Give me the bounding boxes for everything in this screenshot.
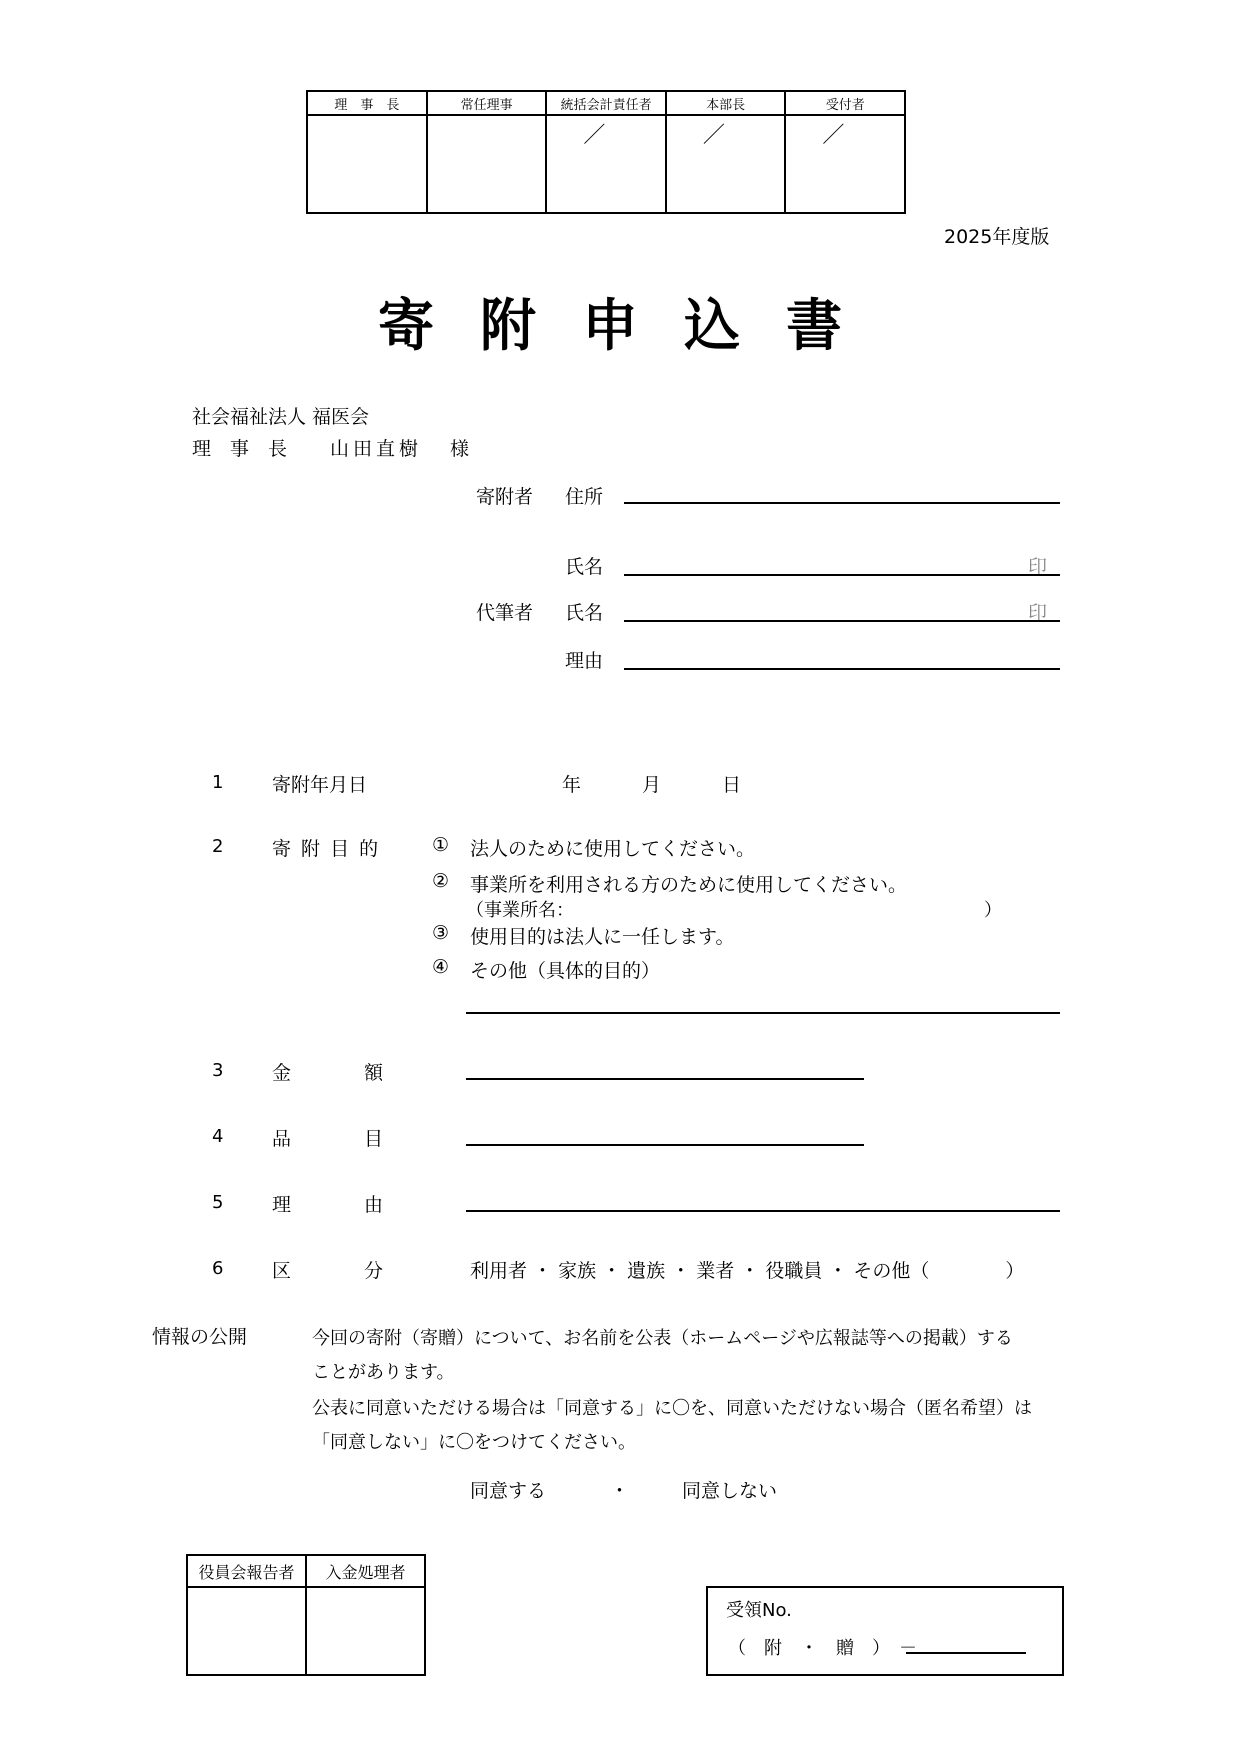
approval-header-accounting: 統括会計責任者 (546, 91, 666, 115)
approval-header-chairman: 理 事 長 (307, 91, 427, 115)
purpose-option-mark[interactable]: ④ (432, 956, 450, 978)
agree-option[interactable]: 同意する (470, 1480, 547, 1502)
category-label-b: 分 (364, 1260, 384, 1282)
reason-line[interactable] (466, 1210, 1060, 1212)
receipt-number-label: 受領No. (726, 1600, 792, 1621)
purpose-option-text: その他（具体的目的） (470, 960, 661, 982)
board-reporter-stamp[interactable] (187, 1587, 306, 1675)
page-title: 寄附申込書 (378, 294, 888, 359)
date-slash: ／ (822, 123, 845, 148)
category-label-a: 区 (272, 1260, 292, 1282)
disclosure-text: 「同意しない」に〇をつけてください。 (312, 1432, 636, 1453)
donor-name-label: 氏名 (565, 556, 604, 578)
approval-header-manager: 本部長 (666, 91, 786, 115)
approval-stamp-cell[interactable] (546, 115, 666, 213)
donation-date-label: 寄附年月日 (272, 774, 368, 796)
facility-name-close: ） (984, 900, 1002, 921)
approval-header-director: 常任理事 (427, 91, 547, 115)
approval-stamp-cell[interactable] (666, 115, 786, 213)
item-number: 3 (212, 1060, 224, 1081)
amount-line[interactable] (466, 1078, 864, 1080)
other-purpose-line[interactable] (466, 1012, 1060, 1014)
amount-label-b: 額 (364, 1062, 384, 1084)
date-slash: ／ (583, 123, 606, 148)
item-number: 1 (212, 772, 224, 793)
purpose-option-mark[interactable]: ③ (432, 922, 450, 944)
payment-processor-stamp[interactable] (306, 1587, 425, 1675)
goods-line[interactable] (466, 1144, 864, 1146)
purpose-option-mark[interactable]: ② (432, 870, 450, 892)
disclosure-text: 公表に同意いただける場合は「同意する」に〇を、同意いただけない場合（匿名希望）は (312, 1398, 1032, 1419)
item-number: 4 (212, 1126, 224, 1147)
receipt-kind[interactable]: （ 附 ・ 贈 ） － (728, 1638, 917, 1659)
donor-address-label: 住所 (565, 486, 604, 508)
disclosure-label: 情報の公開 (152, 1326, 248, 1348)
proxy-label: 代筆者 (476, 602, 534, 624)
addressee-role: 理 事 長 (192, 438, 288, 460)
donor-name-line[interactable] (624, 574, 1060, 576)
proxy-reason-label: 理由 (565, 650, 604, 672)
proxy-name-label: 氏名 (565, 602, 604, 624)
approval-header-receiver: 受付者 (785, 91, 905, 115)
addressee-honorific: 様 (450, 438, 470, 460)
approval-stamp-cell[interactable] (785, 115, 905, 213)
purpose-option-text: 法人のために使用してください。 (470, 838, 756, 860)
item-number: 6 (212, 1258, 224, 1279)
payment-processor-header: 入金処理者 (306, 1555, 425, 1587)
proxy-reason-line[interactable] (624, 668, 1060, 670)
agree-separator: ・ (610, 1480, 630, 1502)
donation-purpose-label: 寄 附 目 的 (272, 838, 381, 860)
board-reporter-header: 役員会報告者 (187, 1555, 306, 1587)
purpose-option-text: 事業所を利用される方のために使用してください。 (470, 874, 908, 896)
category-choices[interactable]: 利用者 ・ 家族 ・ 遺族 ・ 業者 ・ 役職員 ・ その他（ ） (470, 1260, 1025, 1282)
donor-label: 寄附者 (476, 486, 534, 508)
approval-stamp-cell[interactable] (307, 115, 427, 213)
proxy-seal-mark: 印 (1028, 602, 1048, 624)
disagree-option[interactable]: 同意しない (682, 1480, 778, 1502)
reason-label-a: 理 (272, 1194, 292, 1216)
date-slash: ／ (702, 123, 725, 148)
report-table (186, 1554, 426, 1676)
disclosure-text: ことがあります。 (312, 1362, 455, 1383)
item-label-a: 品 (272, 1128, 292, 1150)
addressee-name: 山田直樹 (330, 438, 423, 460)
purpose-option-mark[interactable]: ① (432, 834, 450, 856)
item-label-b: 目 (364, 1128, 384, 1150)
proxy-name-line[interactable] (624, 620, 1060, 622)
year-unit: 年 (562, 774, 582, 796)
receipt-number-line[interactable] (906, 1652, 1026, 1654)
addressee-org: 社会福祉法人 福医会 (192, 406, 370, 428)
donor-seal-mark: 印 (1028, 556, 1048, 578)
month-unit: 月 (642, 774, 662, 796)
approval-table (306, 90, 906, 214)
amount-label-a: 金 (272, 1062, 292, 1084)
receipt-box (706, 1586, 1064, 1676)
reason-label-b: 由 (364, 1194, 384, 1216)
item-number: 2 (212, 836, 224, 857)
day-unit: 日 (722, 774, 742, 796)
item-number: 5 (212, 1192, 224, 1213)
facility-name-open: （事業所名： (466, 900, 574, 921)
approval-stamp-cell[interactable] (427, 115, 547, 213)
donor-address-line[interactable] (624, 502, 1060, 504)
disclosure-text: 今回の寄附（寄贈）について、お名前を公表（ホームページや広報誌等への掲載）する (312, 1328, 1013, 1349)
edition-label: 2025年度版 (944, 226, 1050, 248)
purpose-option-text: 使用目的は法人に一任します。 (470, 926, 735, 948)
